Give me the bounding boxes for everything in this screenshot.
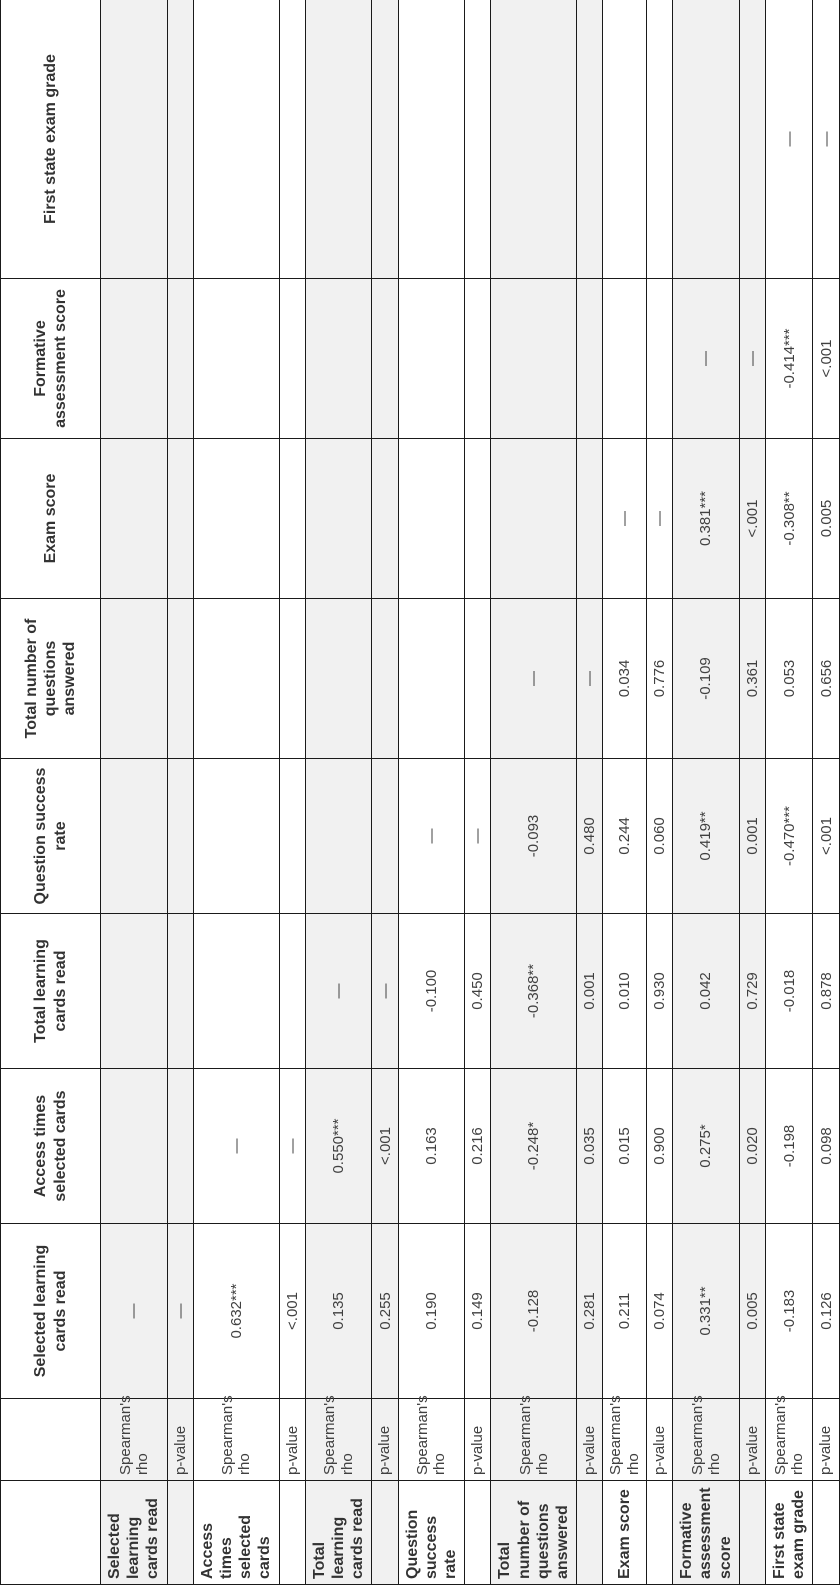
row-variable-label-empty bbox=[167, 1481, 193, 1585]
row-stat-label: p-value bbox=[813, 1399, 839, 1481]
row-variable-label: Exam score bbox=[603, 1481, 647, 1585]
row-stat-label: Spearman's rho bbox=[305, 1399, 372, 1481]
table-cell: 0.001 bbox=[739, 759, 765, 914]
table-cell: 0.211 bbox=[603, 1224, 647, 1399]
table-cell bbox=[167, 599, 193, 759]
header-total-learning-cards-read: Total learning cards read bbox=[1, 914, 101, 1069]
table-cell: 0.550*** bbox=[305, 1069, 372, 1224]
table-row bbox=[305, 0, 372, 1585]
row-variable-label-empty bbox=[279, 1481, 305, 1585]
table-cell bbox=[167, 439, 193, 599]
table-cell bbox=[372, 759, 398, 914]
table-cell bbox=[646, 279, 672, 439]
table-cell: <.001 bbox=[372, 1069, 398, 1224]
table-row bbox=[766, 0, 813, 1585]
header-selected-learning-cards-read: Selected learning cards read bbox=[1, 1224, 101, 1399]
row-variable-label-empty bbox=[372, 1481, 398, 1585]
table-cell bbox=[491, 279, 577, 439]
table-cell bbox=[646, 0, 672, 279]
table-cell: 0.776 bbox=[646, 599, 672, 759]
table-cell: — bbox=[603, 439, 647, 599]
table-cell bbox=[279, 914, 305, 1069]
table-cell: 0.053 bbox=[766, 599, 813, 759]
table-cell: — bbox=[372, 914, 398, 1069]
table-cell bbox=[193, 279, 279, 439]
table-cell: 0.381*** bbox=[673, 439, 740, 599]
header-exam-score: Exam score bbox=[1, 439, 101, 599]
table-cell: 0.020 bbox=[739, 1069, 765, 1224]
table-cell: 0.060 bbox=[646, 759, 672, 914]
table-cell: — bbox=[305, 914, 372, 1069]
table-cell bbox=[305, 279, 372, 439]
table-cell: 0.010 bbox=[603, 914, 647, 1069]
table-cell: — bbox=[279, 1069, 305, 1224]
table-row bbox=[465, 0, 491, 1585]
table-row bbox=[646, 0, 672, 1585]
row-stat-label: Spearman's rho bbox=[603, 1399, 647, 1481]
row-stat-label: p-value bbox=[372, 1399, 398, 1481]
row-variable-label-empty bbox=[465, 1481, 491, 1585]
row-stat-label: p-value bbox=[279, 1399, 305, 1481]
table-cell: — bbox=[646, 439, 672, 599]
table-row bbox=[813, 0, 839, 1585]
header-total-number-of-questions-answered: Total number of questions answered bbox=[1, 599, 101, 759]
table-cell bbox=[398, 0, 465, 279]
table-cell bbox=[305, 599, 372, 759]
row-stat-label: p-value bbox=[739, 1399, 765, 1481]
table-cell: 0.035 bbox=[577, 1069, 603, 1224]
header-first-state-exam-grade: First state exam grade bbox=[1, 0, 101, 279]
table-cell bbox=[101, 1069, 168, 1224]
table-row bbox=[739, 0, 765, 1585]
table-cell bbox=[372, 599, 398, 759]
table-cell bbox=[372, 439, 398, 599]
table-cell: 0.149 bbox=[465, 1224, 491, 1399]
table-cell: <.001 bbox=[279, 1224, 305, 1399]
table-body bbox=[101, 0, 840, 1585]
table-cell: 0.275* bbox=[673, 1069, 740, 1224]
table-cell bbox=[673, 0, 740, 279]
header-variable-column bbox=[1, 1481, 101, 1585]
table-cell bbox=[739, 0, 765, 279]
table-cell: <.001 bbox=[739, 439, 765, 599]
table-cell: -0.198 bbox=[766, 1069, 813, 1224]
table-cell: 0.729 bbox=[739, 914, 765, 1069]
row-stat-label: p-value bbox=[646, 1399, 672, 1481]
table-cell bbox=[465, 599, 491, 759]
table-cell bbox=[305, 439, 372, 599]
table-cell: 0.042 bbox=[673, 914, 740, 1069]
table-cell: -0.414*** bbox=[766, 279, 813, 439]
row-variable-label: Selected learning cards read bbox=[101, 1481, 168, 1585]
row-stat-label: Spearman's rho bbox=[491, 1399, 577, 1481]
table-cell bbox=[167, 759, 193, 914]
row-variable-label-empty bbox=[646, 1481, 672, 1585]
header-formative-assessment-score: Formative assessment score bbox=[1, 279, 101, 439]
table-row bbox=[398, 0, 465, 1585]
table-cell bbox=[167, 0, 193, 279]
table-cell bbox=[193, 0, 279, 279]
table-cell bbox=[193, 759, 279, 914]
table-cell: — bbox=[673, 279, 740, 439]
table-cell: 0.281 bbox=[577, 1224, 603, 1399]
table-cell: -0.308** bbox=[766, 439, 813, 599]
table-cell bbox=[279, 599, 305, 759]
header-row bbox=[1, 0, 101, 1585]
header-question-success-rate: Question success rate bbox=[1, 759, 101, 914]
table-row bbox=[491, 0, 577, 1585]
table-cell: -0.018 bbox=[766, 914, 813, 1069]
table-row bbox=[673, 0, 740, 1585]
table-cell bbox=[603, 0, 647, 279]
table-cell: 0.005 bbox=[739, 1224, 765, 1399]
table-cell bbox=[465, 439, 491, 599]
table-cell: — bbox=[398, 759, 465, 914]
table-cell bbox=[193, 439, 279, 599]
table-cell: -0.368** bbox=[491, 914, 577, 1069]
table-cell bbox=[577, 279, 603, 439]
table-cell: — bbox=[577, 599, 603, 759]
row-variable-label: Access times selected cards bbox=[193, 1481, 279, 1585]
table-cell: — bbox=[491, 599, 577, 759]
table-cell: 0.135 bbox=[305, 1224, 372, 1399]
table-cell: — bbox=[167, 1224, 193, 1399]
row-variable-label: Total learning cards read bbox=[305, 1481, 372, 1585]
table-cell bbox=[491, 439, 577, 599]
table-cell bbox=[167, 1069, 193, 1224]
table-cell: — bbox=[766, 0, 813, 279]
table-row bbox=[193, 0, 279, 1585]
row-stat-label: Spearman's rho bbox=[673, 1399, 740, 1481]
table-cell: 0.361 bbox=[739, 599, 765, 759]
table-row bbox=[577, 0, 603, 1585]
table-cell: 0.255 bbox=[372, 1224, 398, 1399]
header-access-times-selected-cards: Access times selected cards bbox=[1, 1069, 101, 1224]
row-variable-label-empty bbox=[813, 1481, 839, 1585]
table-cell: 0.632*** bbox=[193, 1224, 279, 1399]
table-cell bbox=[279, 0, 305, 279]
table-cell bbox=[101, 599, 168, 759]
table-cell bbox=[167, 914, 193, 1069]
table-cell bbox=[465, 0, 491, 279]
table-cell bbox=[101, 0, 168, 279]
table-cell: 0.331** bbox=[673, 1224, 740, 1399]
table-cell: -0.109 bbox=[673, 599, 740, 759]
row-stat-label: Spearman's rho bbox=[193, 1399, 279, 1481]
table-cell bbox=[305, 0, 372, 279]
row-variable-label: Formative assessment score bbox=[673, 1481, 740, 1585]
table-row bbox=[101, 0, 168, 1585]
table-cell: 0.034 bbox=[603, 599, 647, 759]
table-cell bbox=[465, 279, 491, 439]
table-cell bbox=[279, 439, 305, 599]
table-cell bbox=[398, 279, 465, 439]
table-cell: 0.126 bbox=[813, 1224, 839, 1399]
table-cell: — bbox=[465, 759, 491, 914]
table-cell bbox=[193, 914, 279, 1069]
table-cell: 0.190 bbox=[398, 1224, 465, 1399]
table-cell bbox=[372, 279, 398, 439]
table-cell: — bbox=[739, 279, 765, 439]
table-cell: -0.183 bbox=[766, 1224, 813, 1399]
table-cell: 0.216 bbox=[465, 1069, 491, 1224]
table-cell: 0.419** bbox=[673, 759, 740, 914]
table-cell bbox=[279, 759, 305, 914]
row-stat-label: Spearman's rho bbox=[101, 1399, 168, 1481]
table-cell: — bbox=[101, 1224, 168, 1399]
table-cell bbox=[167, 279, 193, 439]
table-cell: — bbox=[813, 0, 839, 279]
table-cell bbox=[305, 759, 372, 914]
table-row bbox=[279, 0, 305, 1585]
table-cell: 0.244 bbox=[603, 759, 647, 914]
table-cell: 0.074 bbox=[646, 1224, 672, 1399]
table-cell bbox=[577, 439, 603, 599]
table-cell bbox=[101, 439, 168, 599]
row-stat-label: Spearman's rho bbox=[766, 1399, 813, 1481]
table-cell: 0.480 bbox=[577, 759, 603, 914]
row-stat-label: p-value bbox=[167, 1399, 193, 1481]
row-variable-label: Question success rate bbox=[398, 1481, 465, 1585]
table-cell bbox=[279, 279, 305, 439]
row-stat-label: p-value bbox=[577, 1399, 603, 1481]
table-cell: 0.001 bbox=[577, 914, 603, 1069]
table-cell: -0.248* bbox=[491, 1069, 577, 1224]
table-cell bbox=[577, 0, 603, 279]
table-cell bbox=[603, 279, 647, 439]
row-variable-label-empty bbox=[577, 1481, 603, 1585]
header-stat-column bbox=[1, 1399, 101, 1481]
table-cell: 0.005 bbox=[813, 439, 839, 599]
row-variable-label: Total number of questions answered bbox=[491, 1481, 577, 1585]
row-variable-label-empty bbox=[739, 1481, 765, 1585]
table-cell bbox=[101, 914, 168, 1069]
table-cell bbox=[101, 759, 168, 914]
table-cell: — bbox=[193, 1069, 279, 1224]
table-cell: <.001 bbox=[813, 759, 839, 914]
table-cell bbox=[398, 439, 465, 599]
row-stat-label: p-value bbox=[465, 1399, 491, 1481]
table-cell: -0.100 bbox=[398, 914, 465, 1069]
table-cell bbox=[398, 599, 465, 759]
table-cell: 0.656 bbox=[813, 599, 839, 759]
table-cell bbox=[372, 0, 398, 279]
table-cell: 0.930 bbox=[646, 914, 672, 1069]
table-cell: 0.450 bbox=[465, 914, 491, 1069]
table-cell: -0.470*** bbox=[766, 759, 813, 914]
row-variable-label: First state exam grade bbox=[766, 1481, 813, 1585]
table-cell: -0.128 bbox=[491, 1224, 577, 1399]
table-cell: 0.015 bbox=[603, 1069, 647, 1224]
table-row bbox=[372, 0, 398, 1585]
table-cell: 0.878 bbox=[813, 914, 839, 1069]
table-cell bbox=[101, 279, 168, 439]
table-cell bbox=[193, 599, 279, 759]
table-cell: -0.093 bbox=[491, 759, 577, 914]
row-stat-label: Spearman's rho bbox=[398, 1399, 465, 1481]
table-row bbox=[603, 0, 647, 1585]
table-cell: <.001 bbox=[813, 279, 839, 439]
table-cell bbox=[491, 0, 577, 279]
table-row bbox=[167, 0, 193, 1585]
table-cell: 0.098 bbox=[813, 1069, 839, 1224]
table-cell: 0.900 bbox=[646, 1069, 672, 1224]
table-cell: 0.163 bbox=[398, 1069, 465, 1224]
